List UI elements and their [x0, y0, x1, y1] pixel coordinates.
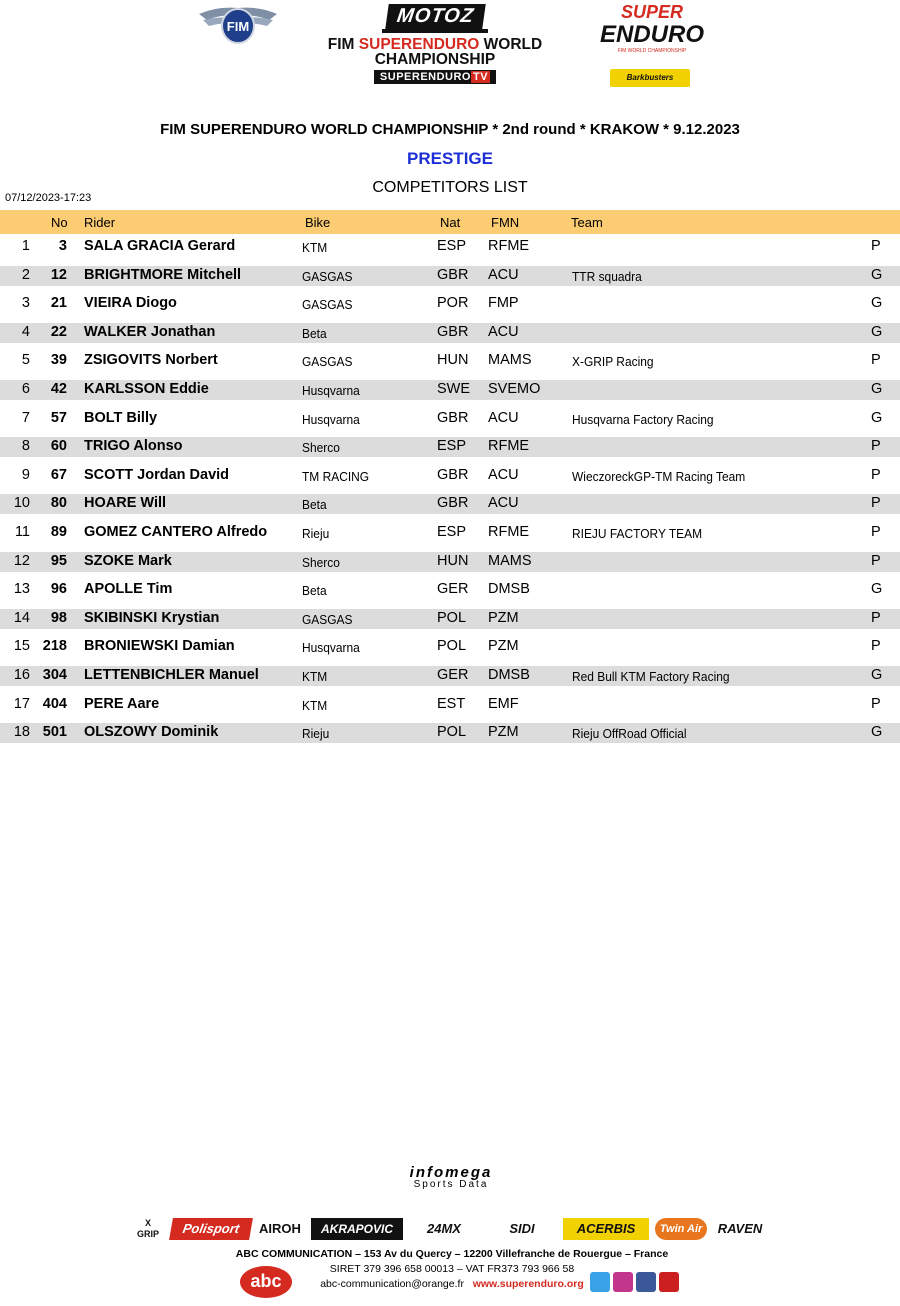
- cell-rider: BRIGHTMORE Mitchell: [84, 266, 242, 283]
- sponsor-strip: [133, 1214, 773, 1250]
- fim-logo-text: FIM: [226, 19, 250, 34]
- cell-pos: 8: [21, 438, 30, 455]
- cell-pos: 14: [13, 609, 30, 626]
- cell-fmn: FMP: [488, 295, 519, 312]
- cell-bike: Sherco: [302, 554, 340, 570]
- cell-nat: ESP: [437, 438, 467, 455]
- cell-pos: 12: [13, 552, 30, 569]
- cell-nat: EST: [437, 695, 466, 712]
- cell-no: 95: [50, 552, 67, 569]
- cell-cat: G: [871, 409, 883, 426]
- cell-rider: BOLT Billy: [84, 409, 158, 426]
- cell-cat: G: [871, 295, 883, 312]
- website-link[interactable]: www.superenduro.org: [472, 1278, 584, 1290]
- championship-line1-a: FIM: [327, 36, 359, 53]
- cell-bike: Sherco: [302, 440, 340, 456]
- facebook-icon[interactable]: [636, 1272, 656, 1292]
- cell-nat: GER: [437, 581, 469, 598]
- cell-nat: POL: [437, 609, 467, 626]
- sponsor-acerbis-logo: ACERBIS: [563, 1218, 649, 1240]
- table-row: [0, 291, 900, 320]
- cell-pos: 7: [21, 409, 30, 426]
- cell-fmn: MAMS: [488, 552, 532, 569]
- infomega-logo: [390, 1164, 512, 1190]
- cell-bike: GASGAS: [302, 611, 353, 627]
- table-row: [0, 434, 900, 463]
- cell-cat: P: [871, 609, 881, 626]
- cell-fmn: MAMS: [488, 352, 532, 369]
- cell-no: 22: [50, 323, 67, 340]
- cell-pos: 18: [13, 724, 30, 741]
- cell-cat: P: [871, 638, 881, 655]
- cell-cat: P: [871, 238, 881, 254]
- cell-rider: WALKER Jonathan: [84, 323, 216, 340]
- cell-no: 304: [42, 666, 67, 683]
- cell-no: 3: [58, 238, 67, 254]
- cell-rider: HOARE Will: [84, 495, 167, 512]
- cell-pos: 11: [14, 523, 30, 540]
- motoz-logo: MOTOZ: [385, 4, 485, 29]
- cell-no: 501: [42, 724, 67, 741]
- table-row: [0, 606, 900, 635]
- cell-no: 98: [50, 609, 67, 626]
- cell-no: 60: [50, 438, 67, 455]
- cell-nat: POL: [437, 638, 467, 655]
- cell-cat: P: [871, 495, 881, 512]
- cell-no: 21: [50, 295, 67, 312]
- cell-bike: Beta: [302, 497, 327, 513]
- infomega-logo-text: infomega: [409, 1164, 493, 1181]
- tv-logo-badge: TV: [473, 71, 489, 83]
- cell-pos: 4: [21, 323, 30, 340]
- cell-nat: SWE: [437, 380, 471, 397]
- cell-fmn: DMSB: [488, 666, 530, 683]
- cell-nat: GER: [437, 666, 469, 683]
- table-row: [0, 692, 900, 721]
- class-title: PRESTIGE: [407, 149, 493, 168]
- championship-line1: [318, 37, 552, 52]
- address-line: ABC COMMUNICATION – 153 Av du Quercy – 12200 Villefranche de Rouergue – France: [235, 1248, 669, 1260]
- cell-pos: 1: [21, 238, 30, 254]
- cell-rider: BRONIEWSKI Damian: [84, 638, 235, 655]
- cell-nat: ESP: [437, 523, 467, 540]
- cell-rider: OLSZOWY Dominik: [84, 724, 219, 741]
- cell-cat: P: [871, 523, 881, 540]
- cell-nat: HUN: [437, 552, 469, 569]
- cell-rider: ZSIGOVITS Norbert: [84, 352, 218, 369]
- cell-team: Red Bull KTM Factory Racing: [572, 668, 730, 684]
- instagram-icon[interactable]: [613, 1272, 633, 1292]
- cell-no: 404: [42, 695, 67, 712]
- cell-rider: KARLSSON Eddie: [84, 380, 209, 397]
- championship-line1-c: WORLD: [479, 36, 543, 53]
- tv-logo-text: SUPERENDURO: [379, 71, 471, 83]
- cell-bike: Rieju: [302, 726, 330, 742]
- cell-team: RIEJU FACTORY TEAM: [572, 525, 703, 541]
- cell-bike: Husqvarna: [302, 640, 360, 656]
- table-row: [0, 663, 900, 692]
- cell-bike: GASGAS: [302, 354, 353, 370]
- header-no: No: [51, 215, 68, 230]
- cell-cat: P: [871, 352, 881, 369]
- sponsor-sidi-logo: SIDI: [509, 1221, 535, 1236]
- cell-cat: G: [871, 380, 883, 397]
- cell-pos: 9: [21, 466, 30, 483]
- superenduro-logo-top: SUPER: [620, 2, 684, 22]
- superenduro-logo-main: ENDURO: [600, 21, 704, 48]
- superenduro-logo-sub: FIM WORLD CHAMPIONSHIP: [617, 48, 687, 54]
- header-fmn: FMN: [491, 215, 520, 230]
- cell-nat: GBR: [437, 495, 469, 512]
- cell-rider: SKIBINSKI Krystian: [84, 609, 220, 626]
- superenduro-tv-logo: [374, 70, 496, 84]
- cell-nat: HUN: [437, 352, 469, 369]
- cell-nat: GBR: [437, 323, 469, 340]
- cell-fmn: PZM: [488, 638, 519, 655]
- cell-fmn: PZM: [488, 724, 519, 741]
- table-row: [0, 406, 900, 435]
- cell-pos: 3: [21, 295, 30, 312]
- cell-nat: ESP: [437, 238, 467, 254]
- cell-cat: G: [871, 323, 883, 340]
- cell-fmn: ACU: [488, 266, 519, 283]
- competitors-table: [0, 234, 900, 749]
- cell-rider: PERE Aare: [84, 695, 160, 712]
- cell-pos: 10: [13, 495, 30, 512]
- cell-bike: Husqvarna: [302, 382, 360, 398]
- championship-logo: [318, 2, 552, 90]
- cell-team: Husqvarna Factory Racing: [572, 411, 714, 427]
- cell-no: 80: [50, 495, 67, 512]
- cell-pos: 15: [13, 638, 30, 655]
- cell-nat: GBR: [437, 466, 469, 483]
- timestamp: 07/12/2023-17:23: [5, 192, 92, 204]
- cell-cat: G: [871, 581, 883, 598]
- table-row: [0, 377, 900, 406]
- table-row: [0, 234, 900, 263]
- sponsor-airoh-logo: AIROH: [259, 1221, 301, 1236]
- cell-fmn: RFME: [488, 523, 530, 540]
- cell-no: 39: [50, 352, 67, 369]
- cell-pos: 16: [13, 666, 30, 683]
- cell-rider: SZOKE Mark: [84, 552, 172, 569]
- barkbusters-logo: Barkbusters: [610, 69, 690, 87]
- cell-fmn: ACU: [488, 495, 519, 512]
- cell-bike: KTM: [302, 668, 328, 684]
- table-row: [0, 720, 900, 749]
- cell-fmn: RFME: [488, 438, 530, 455]
- cell-rider: TRIGO Alonso: [84, 438, 183, 455]
- cell-pos: 6: [21, 380, 30, 397]
- cell-cat: G: [871, 666, 883, 683]
- cell-no: 89: [50, 523, 67, 540]
- cell-cat: P: [871, 438, 881, 455]
- championship-line2: CHAMPIONSHIP: [374, 51, 496, 68]
- cell-team: X-GRIP Racing: [572, 354, 654, 370]
- cell-pos: 2: [21, 266, 30, 283]
- table-row: [0, 348, 900, 377]
- cell-cat: P: [871, 695, 881, 712]
- table-row: [0, 520, 900, 549]
- cell-no: 42: [50, 380, 67, 397]
- table-row: [0, 549, 900, 578]
- event-title: FIM SUPERENDURO WORLD CHAMPIONSHIP * 2nd round * KRAKOW * 9.12.2023: [160, 121, 740, 138]
- table-row: [0, 463, 900, 492]
- sponsor-twinair-logo: Twin Air: [655, 1218, 707, 1240]
- cell-nat: GBR: [437, 266, 469, 283]
- cell-bike: KTM: [302, 697, 328, 713]
- cell-fmn: EMF: [488, 695, 519, 712]
- cell-no: 57: [50, 409, 67, 426]
- cell-team: WieczoreckGP-TM Racing Team: [572, 468, 746, 484]
- header-nat: Nat: [440, 215, 461, 230]
- cell-fmn: ACU: [488, 409, 519, 426]
- list-title: COMPETITORS LIST: [372, 179, 528, 196]
- cell-pos: 13: [13, 581, 30, 598]
- cell-rider: SALA GRACIA Gerard: [84, 238, 236, 254]
- cell-no: 96: [50, 581, 67, 598]
- cell-bike: GASGAS: [302, 268, 353, 284]
- cell-fmn: ACU: [488, 323, 519, 340]
- sponsor-polisport-logo: Polisport: [169, 1218, 253, 1240]
- cell-fmn: DMSB: [488, 581, 530, 598]
- cell-cat: P: [871, 552, 881, 569]
- table-row: [0, 263, 900, 292]
- abc-communication-logo: abc: [240, 1266, 292, 1298]
- table-row: [0, 634, 900, 663]
- cell-rider: LETTENBICHLER Manuel: [84, 666, 259, 683]
- cell-nat: GBR: [437, 409, 469, 426]
- cell-bike: TM RACING: [302, 468, 370, 484]
- cell-nat: POR: [437, 295, 469, 312]
- sponsor-raven-logo: RAVEN: [717, 1221, 763, 1236]
- cell-bike: KTM: [302, 240, 328, 255]
- table-header: [0, 210, 900, 234]
- cell-fmn: PZM: [488, 609, 519, 626]
- twitter-icon[interactable]: [590, 1272, 610, 1292]
- cell-bike: Rieju: [302, 525, 330, 541]
- header-team: Team: [571, 215, 603, 230]
- superenduro-logo: [600, 0, 704, 56]
- cell-nat: POL: [437, 724, 467, 741]
- cell-no: 218: [42, 638, 67, 655]
- championship-line1-b: SUPERENDURO: [358, 36, 480, 53]
- cell-bike: Beta: [302, 325, 327, 341]
- cell-no: 67: [50, 466, 67, 483]
- motoz-logo-strip: [382, 29, 488, 33]
- cell-rider: VIEIRA Diogo: [84, 295, 177, 312]
- cell-cat: G: [871, 724, 883, 741]
- youtube-icon[interactable]: [659, 1272, 679, 1292]
- cell-cat: G: [871, 266, 883, 283]
- cell-fmn: RFME: [488, 238, 530, 254]
- cell-pos: 5: [21, 352, 30, 369]
- header-bike: Bike: [305, 215, 331, 230]
- table-row: [0, 491, 900, 520]
- infomega-logo-sub: Sports Data: [413, 1179, 489, 1190]
- cell-bike: GASGAS: [302, 297, 353, 313]
- header-rider: Rider: [84, 215, 116, 230]
- cell-pos: 17: [13, 695, 30, 712]
- registration-line: SIRET 379 396 658 00013 – VAT FR373 793 966 58: [329, 1263, 575, 1275]
- fim-logo: [197, 4, 279, 46]
- cell-team: TTR squadra: [572, 268, 642, 284]
- cell-fmn: ACU: [488, 466, 519, 483]
- cell-rider: SCOTT Jordan David: [84, 466, 230, 483]
- sponsor-xgrip-logo: X GRIP: [136, 1218, 159, 1239]
- email-link[interactable]: abc-communication@orange.fr: [320, 1278, 464, 1290]
- sponsor-akrapovic-logo: AKRAPOVIC: [311, 1218, 403, 1240]
- table-row: [0, 320, 900, 349]
- sponsor-24mx-logo: 24MX: [427, 1221, 461, 1236]
- cell-team: Rieju OffRoad Official: [572, 726, 687, 742]
- cell-bike: Husqvarna: [302, 411, 360, 427]
- cell-cat: P: [871, 466, 881, 483]
- table-row: [0, 577, 900, 606]
- cell-rider: APOLLE Tim: [84, 581, 173, 598]
- cell-fmn: SVEMO: [488, 380, 541, 397]
- cell-no: 12: [50, 266, 67, 283]
- cell-rider: GOMEZ CANTERO Alfredo: [84, 523, 268, 540]
- cell-bike: Beta: [302, 583, 327, 599]
